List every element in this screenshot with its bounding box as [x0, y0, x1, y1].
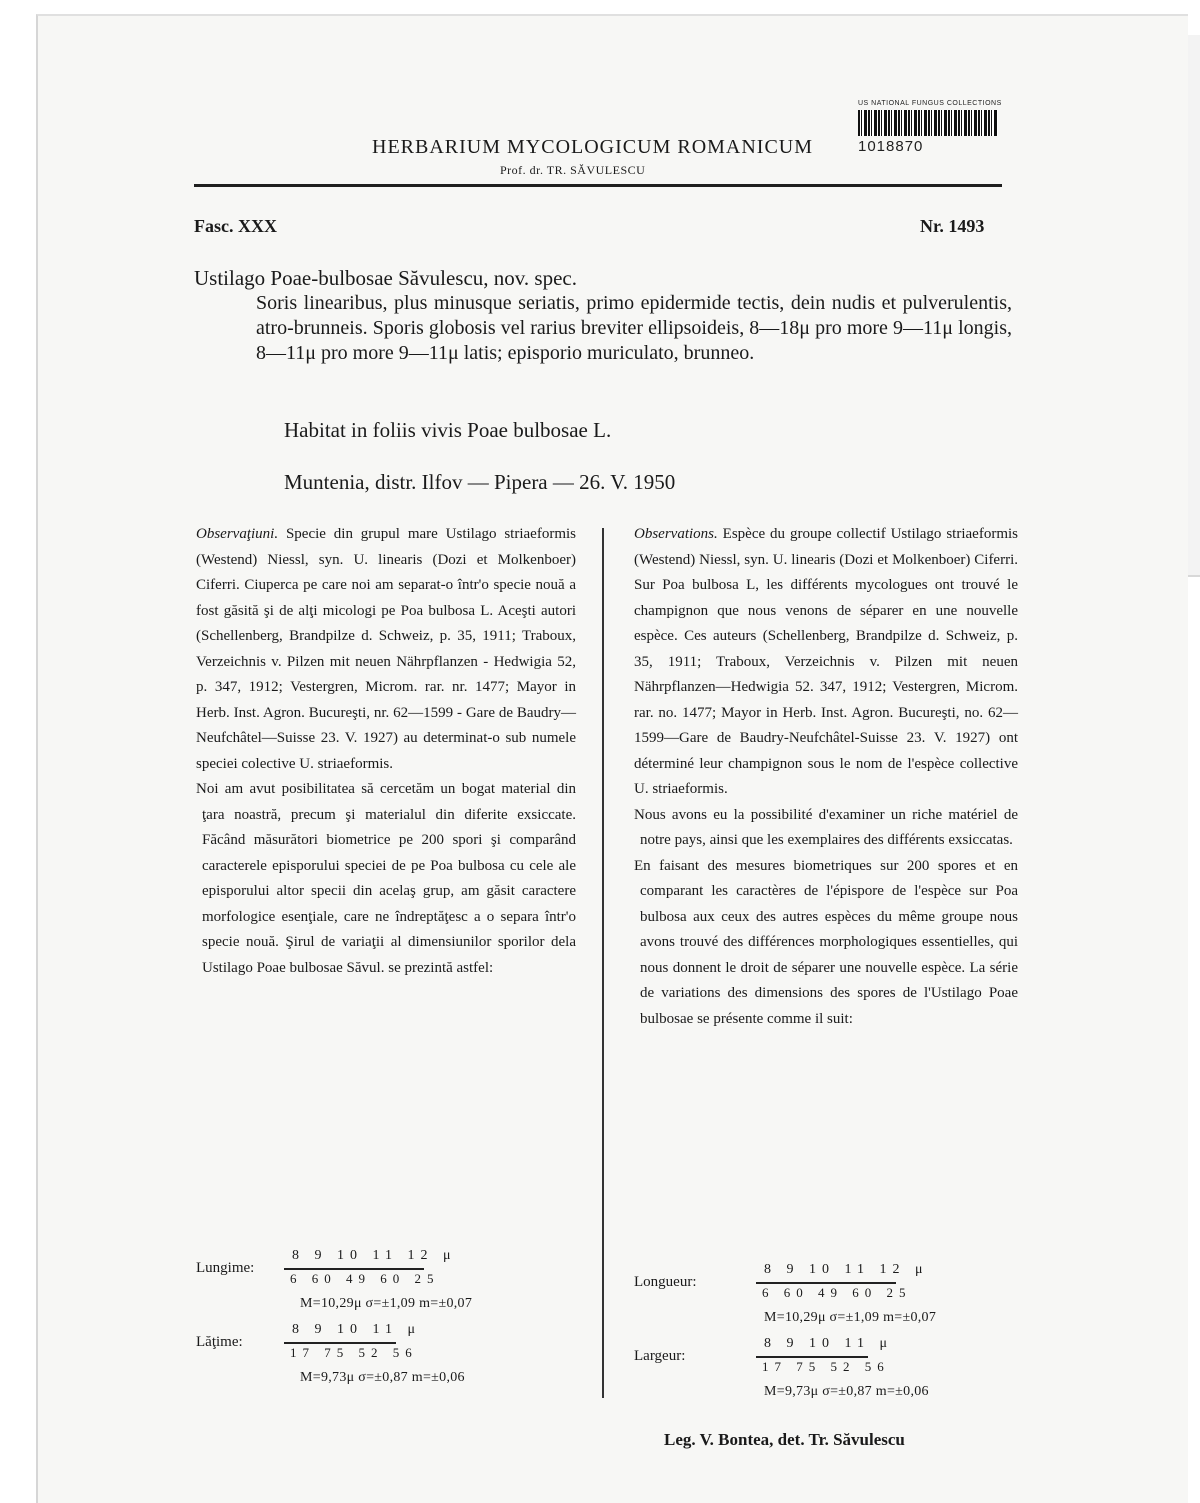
- width-counts: 17 75 52 56: [762, 1359, 890, 1374]
- width-values: 8 9 10 11 μ: [292, 1322, 421, 1337]
- fascicle: Fasc. XXX: [194, 216, 277, 236]
- latin-description: Soris linearibus, plus minusque seriatis, primo epidermide tectis, dein nudis et pulverulentis, atro-brunneis. Sporis globosis vel rarius breviter ellipsoideis, 8—18μ pro more 9—11μ longis, 8—11μ pro more 9—11μ latis; episporio muriculato, brunneo.: [256, 292, 1012, 364]
- width-values: 8 9 10 11 μ: [764, 1336, 893, 1351]
- barcode-number: 1018870: [858, 138, 924, 155]
- barcode-icon: [858, 110, 998, 136]
- french-length-series: [634, 1262, 1024, 1342]
- legit-determinavit: Leg. V. Bontea, det. Tr. Săvulescu: [664, 1430, 905, 1449]
- french-paragraph-2: Nous avons eu la possibilité d'examiner un riche matériel de notre pays, ainsi que les exemplaires des différents exsiccatas.: [634, 806, 1018, 848]
- fraction-bar: [284, 1268, 424, 1270]
- french-text-1: Espèce du groupe collectif Ustilago striaeformis (Westend) Niessl, syn. U. linearis (Dozi et Molkenboer) Ciferri. Sur Poa bulbosa L, les différents mycologues ont trouvé le champignon que nous venons de séparer en une nouvelle espèce. Ces auteurs (Schellenberg, Brandpilze d. Schweiz, p. 35, 1911; Traboux, Verzeichnis v. Pilzen mit neuen Nährpflanzen—Hedwigia 52. 347, 1912; Vestergren, Microm. rar. no. 1477; Mayor in Herb. Inst. Agron. Bucureşti, no. 62—1599—Gare de Baudry-Neufchâtel-Suisse 23. V. 1927) ont déterminé leur champignon sous le nom de l'espèce collective U. striaeformis.: [634, 526, 1018, 797]
- column-divider: [602, 528, 604, 1398]
- fraction-bar: [756, 1282, 896, 1284]
- length-values: 8 9 10 11 12 μ: [764, 1262, 929, 1277]
- length-counts: 6 60 49 60 25: [762, 1285, 912, 1300]
- width-stats: M=9,73μ σ=±0,87 m=±0,06: [764, 1384, 929, 1399]
- width-label: Largeur:: [634, 1348, 686, 1364]
- romanian-length-series: [196, 1248, 586, 1328]
- french-paragraph-1: [634, 522, 1018, 803]
- romanian-paragraph-2: Noi am avut posibilitatea să cercetăm un bogat material din ţara noastră, precum şi materialul din diferite exsiccate. Făcând măsurători biometrice pe 200 spori şi comparând caracterele episporului speciei de pe Poa bulbosa cu cele ale episporului altor specii din acelaş grup, am găsit caractere morfologice esenţiale, care ne îndreptăţesc a o separa într'o specie nouă. Şirul de variaţii al dimensiunilor sporilor dela Ustilago Poae bulbosae Săvul. se prezintă astfel:: [196, 781, 576, 976]
- width-label: Lăţime:: [196, 1334, 243, 1350]
- length-stats: M=10,29μ σ=±1,09 m=±0,07: [764, 1310, 937, 1325]
- width-counts: 17 75 52 56: [290, 1345, 418, 1360]
- width-stats: M=9,73μ σ=±0,87 m=±0,06: [300, 1370, 465, 1385]
- length-counts: 6 60 49 60 25: [290, 1271, 440, 1286]
- header-rule: [194, 184, 1002, 187]
- fraction-bar: [756, 1356, 868, 1358]
- header-subtitle: Prof. dr. TR. SĂVULESCU: [500, 163, 646, 177]
- length-label: Lungime:: [196, 1260, 255, 1276]
- french-width-series: [634, 1336, 1024, 1416]
- romanian-paragraph-1: [196, 522, 576, 777]
- french-observations: [634, 522, 1018, 1032]
- romanian-heading: Observaţiuni.: [196, 526, 279, 542]
- habitat: Habitat in foliis vivis Poae bulbosae L.: [284, 418, 612, 442]
- barcode-label: [858, 100, 1008, 162]
- french-paragraph-3: En faisant des mesures biometriques sur 200 spores et en comparant les caractères de l'épispore de l'espèce sur Poa bulbosa aux ceux des autres espèces du même groupe nous avons trouvé des différences morphologiques essentielles, qui nous donnent le droit de séparer une nouvelle espèce. La série de variations des dimensions des spores de l'Ustilago Poae bulbosae se présente comme il suit:: [634, 857, 1018, 1027]
- species-name: Ustilago Poae-bulbosae Săvulescu, nov. spec.: [194, 266, 577, 290]
- locality: Muntenia, distr. Ilfov — Pipera — 26. V. 1950: [284, 470, 676, 494]
- romanian-observations: [196, 522, 576, 981]
- romanian-text-1: Specie din grupul mare Ustilago striaeformis (Westend) Niessl, syn. U. linearis (Dozi et Molkenboer) Ciferri. Ciuperca pe care noi am separat-o într'o specie nouă a fost găsită şi de alţi micologi pe Poa bulbosa L. Aceşti autori (Schellenberg, Brandpilze d. Schweiz, p. 35, 1911; Traboux, Verzeichnis v. Pilzen mit neuen Nährpflanzen - Hedwigia 52, p. 347, 1912; Vestergren, Microm. rar. nr. 1477; Mayor in Herb. Inst. Agron. Bucureşti, nr. 62—1599 - Gare de Baudry—Neufchâtel—Suisse 23. V. 1927) au determinat-o sub numele speciei colective U. striaeformis.: [196, 526, 576, 772]
- header-title: HERBARIUM MYCOLOGICUM ROMANICUM: [372, 136, 814, 158]
- french-heading: Observations.: [634, 526, 718, 542]
- length-values: 8 9 10 11 12 μ: [292, 1248, 457, 1263]
- barcode-collection: US NATIONAL FUNGUS COLLECTIONS: [858, 100, 1002, 107]
- fraction-bar: [284, 1342, 396, 1344]
- length-stats: M=10,29μ σ=±1,09 m=±0,07: [300, 1296, 473, 1311]
- specimen-number: Nr. 1493: [920, 216, 985, 236]
- length-label: Longueur:: [634, 1274, 697, 1290]
- romanian-width-series: [196, 1322, 586, 1402]
